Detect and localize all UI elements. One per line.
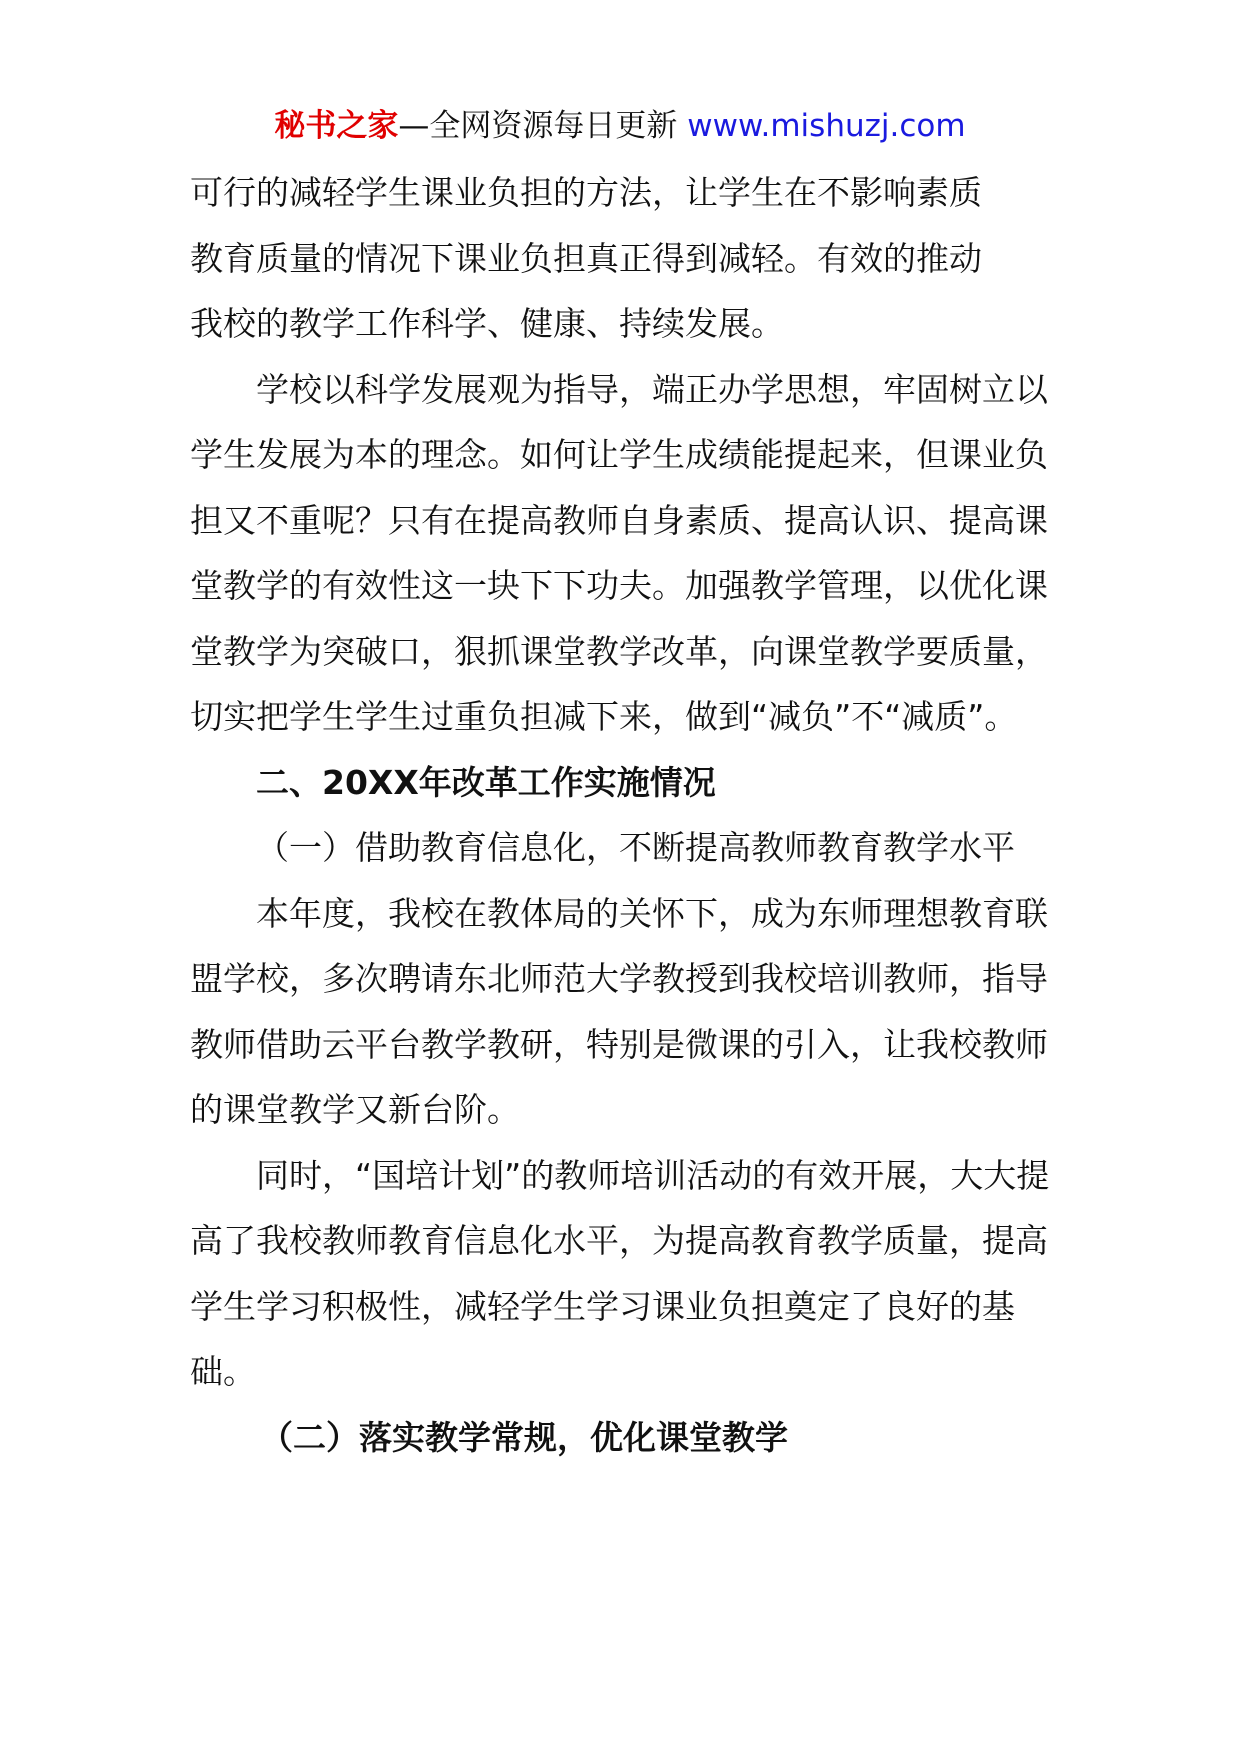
paragraph: 同时，“国培计划”的教师培训活动的有效开展，大大提高了我校教师教育信息化水平，为提高教育教学质量，提高学生学习积极性，减轻学生学习课业负担奠定了良好的基础。 — [190, 1155, 1050, 1391]
site-slogan: —全网资源每日更新 — [398, 108, 678, 144]
section-heading: 二、20XX年改革工作实施情况 — [256, 762, 716, 802]
site-brand: 秘书之家 — [274, 108, 399, 144]
subsection-heading: （二）落实教学常规，优化课堂教学 — [260, 1417, 788, 1457]
paragraph-line: 可行的减轻学生课业负担的方法，让学生在不影响素质 — [190, 173, 982, 212]
paragraph: 本年度，我校在教体局的关怀下，成为东师理想教育联盟学校，多次聘请东北师范大学教授到我校培训教师，指导教师借助云平台教学教研，特别是微课的引入，让我校教师的课堂教学又新台阶。 — [190, 893, 1048, 1129]
subsection-heading: （一）借助教育信息化，不断提高教师教育教学水平 — [256, 828, 1015, 867]
paragraph: 学校以科学发展观为指导，端正办学思想，牢固树立以学生发展为本的理念。如何让学生成绩能提起来，但课业负担又不重呢？只有在提高教师自身素质、提高认识、提高课堂教学的有效性这一块下下功夫。加强教学管理，以优化课堂教学为突破口，狠抓课堂教学改革，向课堂教学要质量，切实把学生学生过重负担减下来，做到“减负”不“减质”。 — [190, 369, 1048, 736]
page-header — [0, 96, 1240, 156]
paragraph-line: 教育质量的情况下课业负担真正得到减轻。有效的推动 — [190, 238, 982, 278]
site-url-link[interactable]: www.mishuzj.com — [687, 108, 966, 144]
paragraph-line: 我校的教学工作科学、健康、持续发展。 — [190, 304, 784, 343]
document-body — [190, 160, 1050, 1470]
